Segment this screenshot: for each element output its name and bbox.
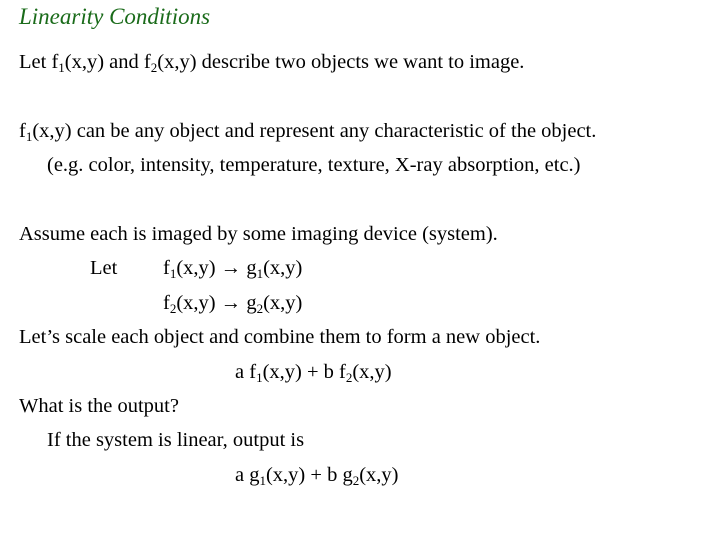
- text-line-question: What is the output?: [19, 395, 179, 417]
- text-line-let-label: Let: [90, 257, 118, 279]
- equation-combined-input: a $f_1(x,y) + b$ $f_2(x,y)$: [235, 361, 392, 385]
- equation-f2-g2: $f_2(x,y) \to g_2(x,y)$: [163, 292, 303, 316]
- text-line-objects: Let $f_1(x,y)$ and $f_2(x,y)$ describe two objects we want to image.: [19, 51, 525, 75]
- text-line-linear: If the system is linear, output is: [47, 429, 305, 451]
- text-line-any-object: $f_1(x,y)$ can be any object and represent any characteristic of the object.: [19, 120, 597, 144]
- slide-title: Linearity Conditions: [19, 4, 211, 29]
- text-line-scale: Let’s scale each object and combine them to form a new object.: [19, 326, 541, 348]
- text-line-examples: (e.g. color, intensity, temperature, texture, X-ray absorption, etc.): [47, 154, 581, 176]
- equation-f1-g1: $f_1(x,y) \to g_1(x,y)$: [163, 257, 303, 281]
- text-line-assume: Assume each is imaged by some imaging device (system).: [19, 223, 498, 245]
- equation-combined-output: a $g_1(x,y) + b$ $g_2(x,y)$: [235, 464, 399, 488]
